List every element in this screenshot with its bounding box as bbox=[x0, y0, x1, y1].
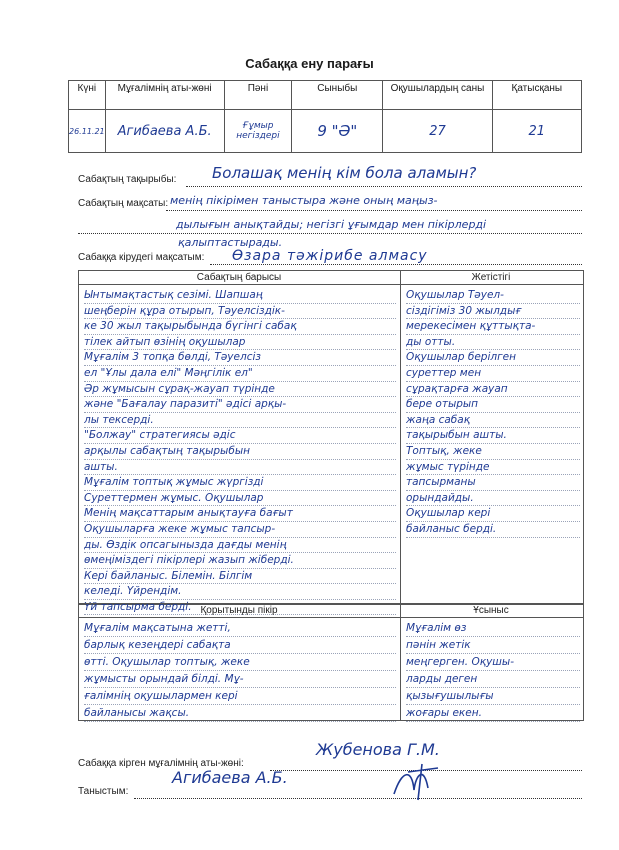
conclusion-header-rule bbox=[78, 617, 583, 618]
progress-line: Мұғалім 3 топқа бөлді, Тәуелсіз bbox=[84, 350, 396, 366]
progress-line: лы тексерді. bbox=[84, 413, 396, 429]
header-subject: Пәні bbox=[224, 81, 292, 110]
progress-header-rule bbox=[78, 284, 583, 285]
visitor-value: Жубенова Г.М. bbox=[316, 740, 440, 759]
page-title: Сабаққа ену парағы bbox=[245, 56, 374, 71]
proposal-column bbox=[406, 620, 580, 722]
achievement-line: байланыс берді. bbox=[406, 522, 580, 538]
conclusion-column bbox=[84, 620, 396, 722]
achievement-line: Оқушылар берілген bbox=[406, 350, 580, 366]
goal-underline-1 bbox=[166, 210, 582, 211]
progress-column bbox=[84, 288, 396, 615]
progress-line: Суреттермен жұмыс. Оқушылар bbox=[84, 491, 396, 507]
progress-line: ке 30 жыл тақырыбында бүгінгі сабақ bbox=[84, 319, 396, 335]
acquainted-underline bbox=[134, 798, 582, 799]
header-class: Сыныбы bbox=[292, 81, 383, 110]
achievement-line: Оқушылар кері bbox=[406, 506, 580, 522]
progress-line: шеңберін құра отырып, Тәуелсіздік- bbox=[84, 304, 396, 320]
achievement-line: тапсырманы bbox=[406, 475, 580, 491]
achievement-header: Жетістігі bbox=[471, 272, 511, 283]
progress-line: ел "Ұлы дала елі" Мәңгілік ел" bbox=[84, 366, 396, 382]
visit-goal-underline bbox=[210, 264, 582, 265]
proposal-line: Мұғалім өз bbox=[406, 620, 580, 637]
progress-line: арқылы сабақтың тақырыбын bbox=[84, 444, 396, 460]
info-header-row bbox=[69, 81, 582, 110]
value-date: 26.11.21 bbox=[69, 110, 106, 153]
progress-line: келеді. Үйрендім. bbox=[84, 584, 396, 600]
goal-line-3: қалыптастырады. bbox=[178, 236, 283, 249]
topic-value: Болашақ менің кім бола аламын? bbox=[212, 164, 477, 182]
achievement-line: Топтық, жеке bbox=[406, 444, 580, 460]
progress-line: Әр жұмысын сұрақ-жауап түрінде bbox=[84, 382, 396, 398]
achievement-line: сұрақтарға жауап bbox=[406, 382, 580, 398]
visit-goal-value: Өзара тәжірибе алмасу bbox=[232, 248, 428, 264]
value-attended: 21 bbox=[492, 110, 581, 153]
proposal-line: пәнін жетік bbox=[406, 637, 580, 654]
value-class: 9 "Ә" bbox=[292, 110, 383, 153]
topic-label: Сабақтың тақырыбы: bbox=[78, 174, 177, 185]
header-attended: Қатысқаны bbox=[492, 81, 581, 110]
goal-underline-2 bbox=[78, 233, 582, 234]
signature-mark bbox=[388, 760, 448, 802]
visit-goal-label: Сабаққа кірудегі мақсатым: bbox=[78, 252, 205, 263]
acquainted-value: Агибаева А.Б. bbox=[172, 768, 288, 787]
visitor-label: Сабаққа кірген мұғалімнің аты-жөні: bbox=[78, 758, 244, 769]
goal-line-2: дылығын анықтайды; негізгі ұғымдар мен пікірлерді bbox=[176, 218, 487, 231]
conclusion-line: Мұғалім мақсатына жетті, bbox=[84, 620, 396, 637]
conclusion-line: барлық кезеңдері сабақта bbox=[84, 637, 396, 654]
goal-line-1: менің пікірімен таныстыра және оның маңыз- bbox=[170, 194, 438, 207]
conclusion-line: ғалімнің оқушылармен кері bbox=[84, 688, 396, 705]
progress-line: тілек айтып өзінің оқушылар bbox=[84, 335, 396, 351]
progress-line: өмеңіміздегі пікірлері жазып жіберді. bbox=[84, 553, 396, 569]
achievement-column bbox=[406, 288, 580, 538]
progress-header: Сабақтың барысы bbox=[196, 272, 282, 283]
progress-line: Менің мақсаттарым анықтауға бағыт bbox=[84, 506, 396, 522]
progress-line: Мұғалім топтық жұмыс жүргізді bbox=[84, 475, 396, 491]
header-date: Күні bbox=[69, 81, 106, 110]
progress-line: Оқушыларға жеке жұмыс тапсыр- bbox=[84, 522, 396, 538]
progress-line: "Болжау" стратегиясы әдіс bbox=[84, 428, 396, 444]
conclusion-line: өтті. Оқушылар топтық, жеке bbox=[84, 654, 396, 671]
topic-underline bbox=[186, 186, 582, 187]
achievement-line: жұмыс түрінде bbox=[406, 460, 580, 476]
progress-line: Кері байланыс. Білемін. Білгім bbox=[84, 569, 396, 585]
achievement-line: орындайды. bbox=[406, 491, 580, 507]
proposal-line: қызығушылығы bbox=[406, 688, 580, 705]
goal-label: Сабақтың мақсаты: bbox=[78, 198, 169, 209]
proposal-header: Ұсыныс bbox=[473, 605, 509, 616]
achievement-line: ды отты. bbox=[406, 335, 580, 351]
progress-line: ашты. bbox=[84, 460, 396, 476]
progress-line: және "Бағалау паразиті" әдісі арқы- bbox=[84, 397, 396, 413]
value-teacher: Агибаева А.Б. bbox=[105, 110, 224, 153]
proposal-line: ларды деген bbox=[406, 671, 580, 688]
achievement-line: жаңа сабақ bbox=[406, 413, 580, 429]
achievement-line: мерекесімен құттықта- bbox=[406, 319, 580, 335]
value-subject: Ғұмыр негіздері bbox=[224, 110, 292, 153]
proposal-line: жоғары екен. bbox=[406, 705, 580, 722]
proposal-line: меңгерген. Оқушы- bbox=[406, 654, 580, 671]
achievement-line: сіздігіміз 30 жылдығ bbox=[406, 304, 580, 320]
conclusion-line: жұмысты орындай білді. Мұ- bbox=[84, 671, 396, 688]
acquainted-label: Таныстым: bbox=[78, 786, 129, 797]
header-students: Оқушылардың саны bbox=[383, 81, 492, 110]
achievement-line: суреттер мен bbox=[406, 366, 580, 382]
value-students: 27 bbox=[383, 110, 492, 153]
achievement-line: тақырыбын ашты. bbox=[406, 428, 580, 444]
progress-divider bbox=[400, 270, 401, 604]
achievement-line: Оқушылар Тәуел- bbox=[406, 288, 580, 304]
header-teacher: Мұғалімнің аты-жөні bbox=[105, 81, 224, 110]
progress-line: ды. Өздік опсагынызда дағды менің bbox=[84, 538, 396, 554]
conclusion-divider bbox=[400, 603, 401, 720]
conclusion-header: Қорытынды пікір bbox=[200, 605, 278, 616]
achievement-line: бере отырып bbox=[406, 397, 580, 413]
progress-line: Ынтымақтастық сезімі. Шапшаң bbox=[84, 288, 396, 304]
lesson-info-table bbox=[68, 80, 582, 153]
conclusion-line: байланысы жақсы. bbox=[84, 705, 396, 722]
info-value-row bbox=[69, 110, 582, 153]
progress-line: Үй тапсырма берді. bbox=[84, 600, 396, 616]
